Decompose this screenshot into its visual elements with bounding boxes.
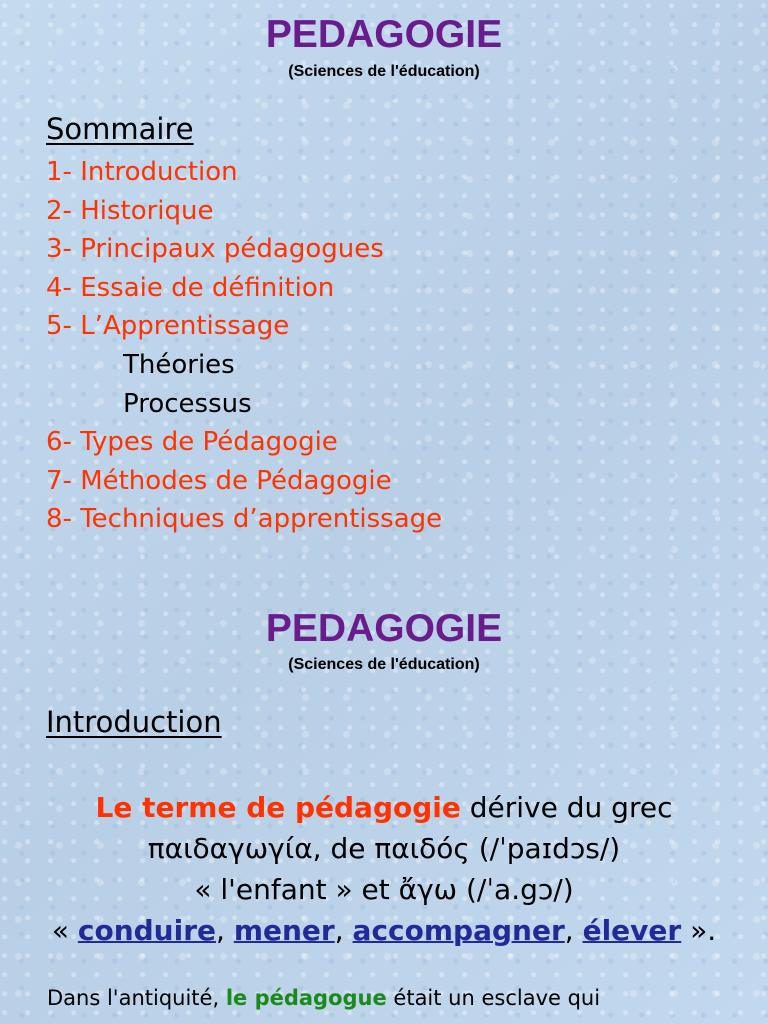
toc-item-principaux-pedagogues: 3- Principaux pédagogues (46, 234, 384, 265)
link-mener[interactable]: mener (233, 914, 335, 947)
toc-subitem-theories: Théories (123, 349, 235, 380)
link-accompagner[interactable]: accompagner (352, 914, 565, 947)
table-of-contents (46, 153, 442, 539)
slide1-title: PEDAGOGIE (265, 13, 503, 56)
slide2-subtitle: (Sciences de l'éducation) (288, 656, 480, 673)
term-highlight: Le terme de pédagogie (95, 791, 461, 824)
slide2-heading: Introduction (46, 705, 222, 739)
toc-item-apprentissage: 5- L’Apprentissage (46, 311, 290, 342)
intro-text-block (0, 787, 768, 951)
intro-line-4 (0, 910, 768, 951)
link-elever[interactable]: élever (582, 914, 682, 947)
intro-line-1 (0, 787, 768, 828)
toc-item-methodes: 7- Méthodes de Pédagogie (46, 465, 392, 496)
toc-item-definition: 4- Essaie de définition (46, 272, 335, 303)
separator: , (334, 914, 353, 947)
quote-close: ». (681, 914, 717, 947)
intro-line-3: « l'enfant » et ἄγω (/ˈa.gɔ/) (194, 873, 574, 906)
slide1-subtitle: (Sciences de l'éducation) (288, 63, 480, 80)
intro-line-2: παιδαγωγία, de παιδός (/ˈpaɪdɔs/) (147, 832, 621, 865)
toc-item-introduction: 1- Introduction (46, 157, 238, 187)
toc-item-techniques: 8- Techniques d’apprentissage (46, 504, 443, 535)
link-conduire[interactable]: conduire (77, 914, 217, 947)
slide2-title: PEDAGOGIE (265, 607, 503, 650)
separator: , (564, 914, 583, 947)
para-start: Dans l'antiquité, (47, 986, 226, 1010)
toc-item-historique: 2- Historique (46, 195, 214, 226)
quote-open: « (51, 914, 78, 947)
separator: , (216, 914, 234, 947)
intro-line-1-rest: dérive du grec (460, 791, 673, 824)
antiquity-paragraph (47, 982, 747, 1014)
toc-item-types: 6- Types de Pédagogie (46, 427, 338, 458)
para-end: était un esclave qui (386, 986, 601, 1010)
toc-subitem-processus: Processus (123, 388, 252, 419)
pedagogue-highlight: le pédagogue (225, 986, 387, 1010)
slide1-heading: Sommaire (46, 112, 194, 146)
